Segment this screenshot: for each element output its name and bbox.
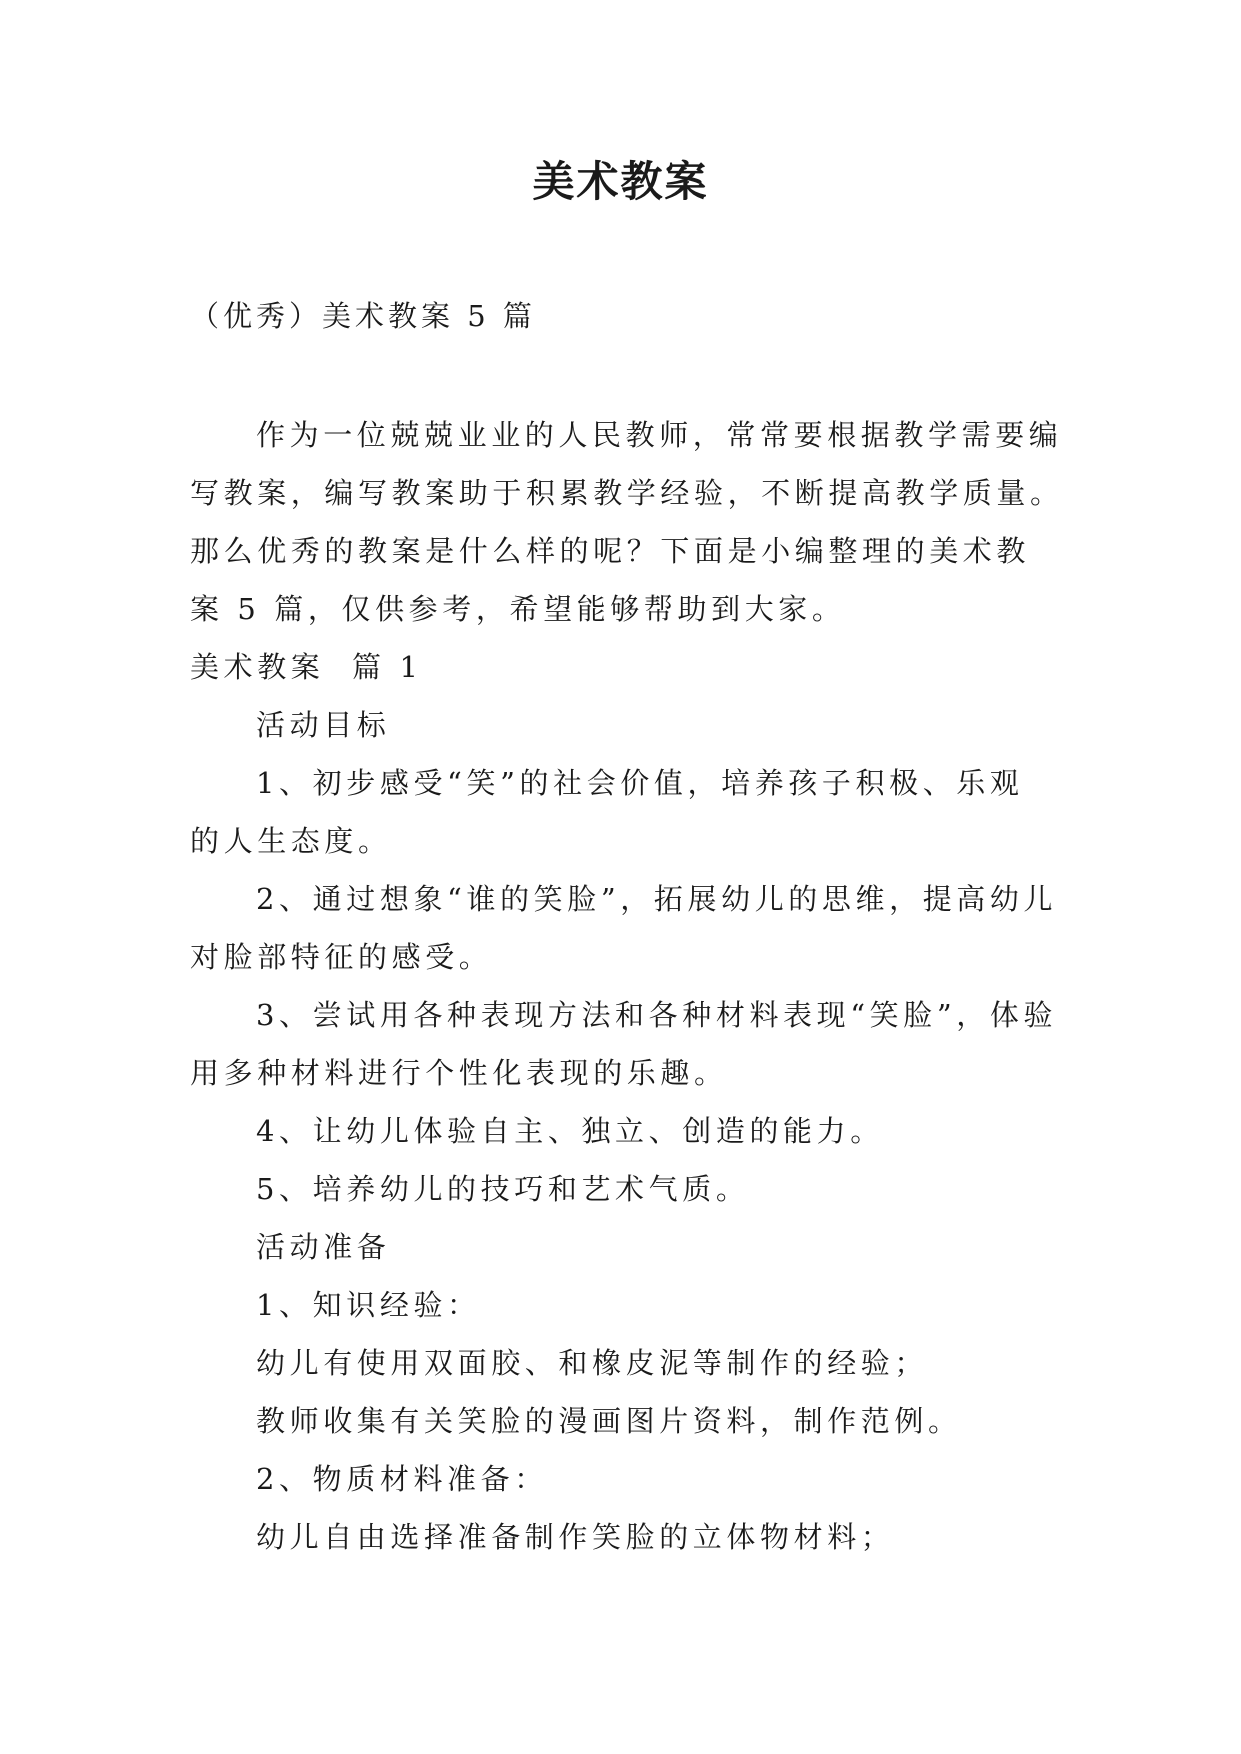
goal-line: 对脸部特征的感受。 <box>190 940 493 974</box>
prep-item: 幼儿自由选择准备制作笑脸的立体物材料； <box>256 1520 895 1554</box>
prep-item: 2、物质材料准备： <box>256 1462 548 1496</box>
document-subtitle: （优秀）美术教案 5 篇 <box>190 299 536 333</box>
prep-heading: 活动准备 <box>256 1230 391 1264</box>
goals-heading: 活动目标 <box>256 708 391 742</box>
goal-line: 5、培养幼儿的技巧和艺术气质。 <box>256 1172 750 1206</box>
prep-item: 幼儿有使用双面胶、和橡皮泥等制作的经验； <box>256 1346 929 1380</box>
intro-line: 那么优秀的教案是什么样的呢？下面是小编整理的美术教 <box>190 534 1031 568</box>
document-title: 美术教案 <box>532 157 709 206</box>
prep-item: 教师收集有关笑脸的漫画图片资料，制作范例。 <box>256 1404 962 1438</box>
goal-line: 3、尝试用各种表现方法和各种材料表现“笑脸”，体验 <box>256 998 1058 1032</box>
goal-line: 4、让幼儿体验自主、独立、创造的能力。 <box>256 1114 884 1148</box>
goal-line: 1、初步感受“笑”的社会价值，培养孩子积极、乐观 <box>256 766 1024 800</box>
prep-item: 1、知识经验： <box>256 1288 481 1322</box>
goal-line: 2、通过想象“谁的笑脸”，拓展幼儿的思维，提高幼儿 <box>256 882 1058 916</box>
section-heading: 美术教案 篇 1 <box>190 650 423 684</box>
intro-line: 写教案，编写教案助于积累教学经验，不断提高教学质量。 <box>190 476 1064 510</box>
goal-line: 的人生态度。 <box>190 824 392 858</box>
intro-line: 案 5 篇，仅供参考，希望能够帮助到大家。 <box>190 592 846 626</box>
goal-line: 用多种材料进行个性化表现的乐趣。 <box>190 1056 728 1090</box>
document-body <box>190 406 1070 1566</box>
intro-line: 作为一位兢兢业业的人民教师，常常要根据教学需要编 <box>256 418 1063 452</box>
